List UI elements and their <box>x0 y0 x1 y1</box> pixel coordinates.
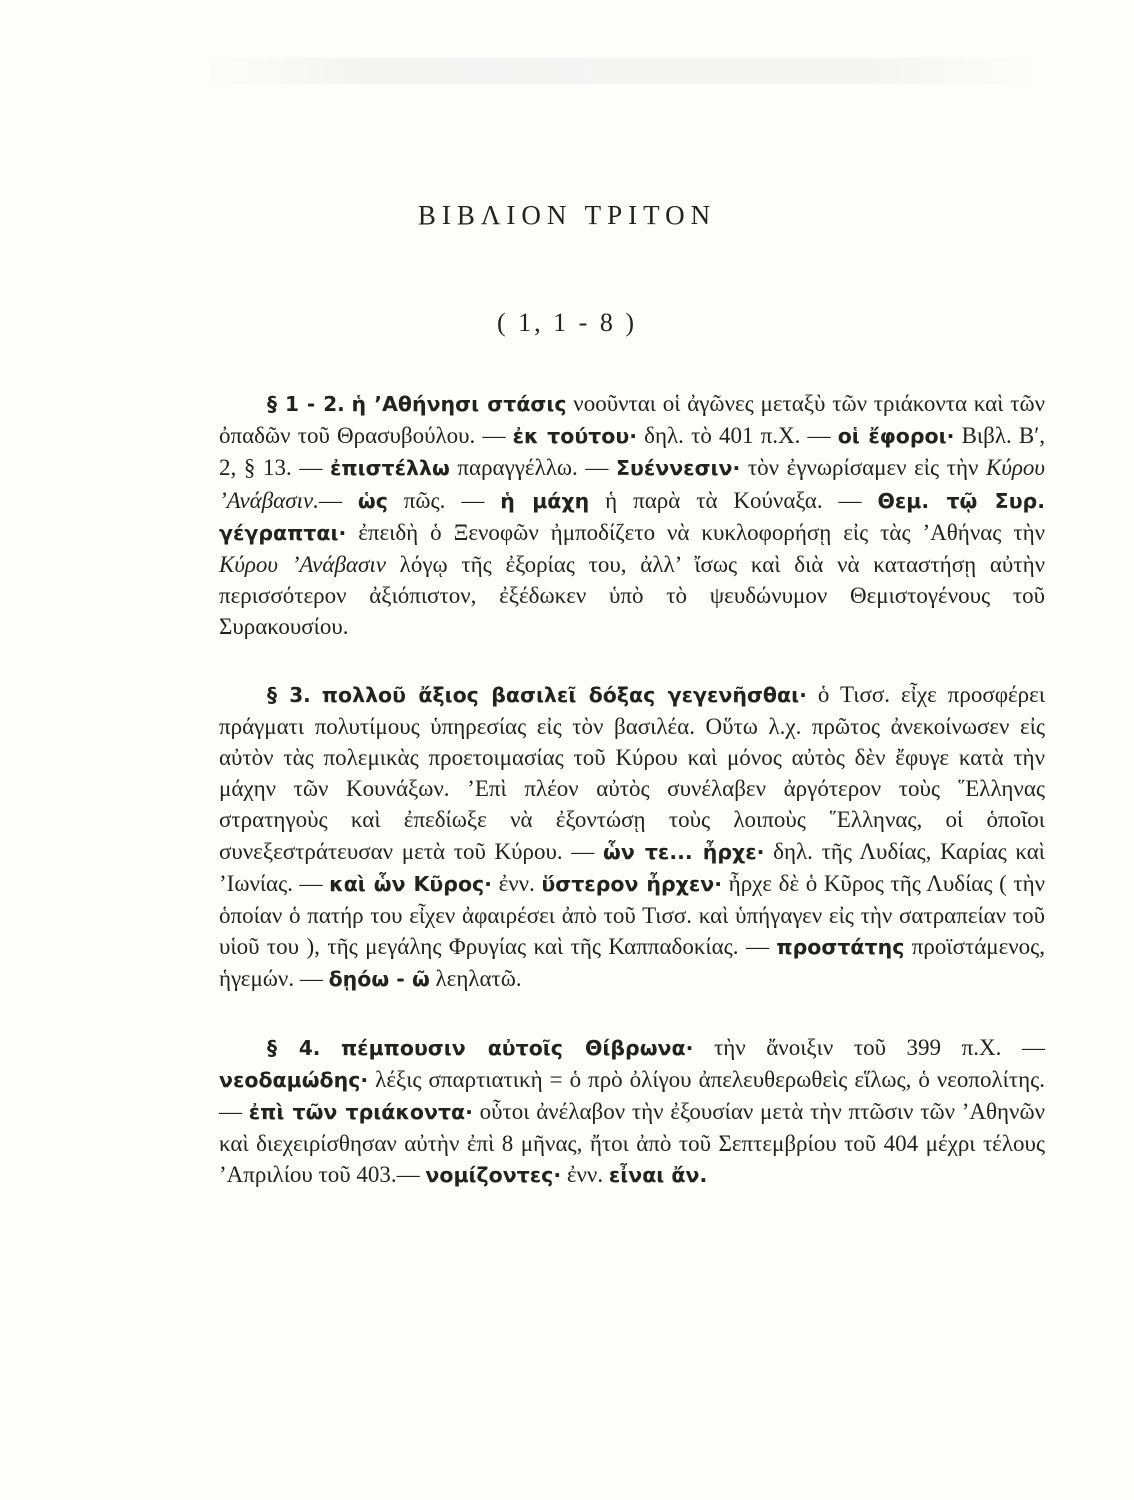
commentary-text: ὁ Τισσ. εἶχε προσφέρει πράγματι πολυτίμους ὑπηρεσίας εἰς τὸν βασιλέα. Οὕτω λ.χ. πρῶτος ἀνεκοίνωσεν εἰς αὐτὸν τὰς πολεμικὰς προετοιμασίας τοῦ Κύρου καὶ μόνος αὐτὸς δὲν ἔφυγε κατὰ τὴν μάχην τῶν Κουνάξων. ’Επὶ πλέον αὐτὸς συνέλαβεν ἀργότερον τοὺς ῞Ελληνας στρατηγοὺς καὶ ἐπεδίωξε νὰ ἐξοντώσῃ τοὺς λοιποὺς ῞Ελληνας, οἱ ὁποῖοι συνεξεστράτευσαν μετὰ τοῦ Κύρου. — <box>219 681 1046 864</box>
lemma-term: πέμπουσιν αὐτοῖς Θίβρωνα· <box>340 1035 694 1060</box>
book-title: ΒΙΒΛΙΟΝ ΤΡΙΤΟΝ <box>417 200 717 230</box>
commentary-text <box>320 1035 341 1060</box>
commentary-text: νοοῦνται οἱ ἀγῶνες μεταξὺ τῶν τριάκοντα καὶ τῶν ὀπαδῶν τοῦ Θρασυβούλου. — <box>219 391 1045 449</box>
lemma-term: εἶναι ἄν. <box>608 1163 708 1188</box>
italic-citation: Κύρου ’Ανάβασιν. <box>219 455 1045 513</box>
lemma-term: δῃόω - ῶ <box>328 967 430 992</box>
commentary-text: παραγγέλλω. — <box>449 455 616 481</box>
commentary-text: ἡ παρὰ τὰ Κούναξα. — <box>589 487 878 513</box>
section-number: § 1 - 2. <box>267 392 345 416</box>
commentary-text: δηλ. τὸ 401 π.Χ. — <box>636 423 838 449</box>
commentary-text: — <box>318 487 358 513</box>
commentary-text: ἦρχε δὲ ὁ Κῦρος τῆς Λυδίας ( τὴν ὁποίαν ὁ πατήρ του εἶχεν ἀφαιρέσει ἀπὸ τοῦ Τισσ. καὶ ὑπήγαγεν εἰς τὴν σατραπείαν τοῦ υἱοῦ του ), τῆς μεγάλης Φρυγίας καὶ τῆς Καππαδοκίας. — <box>219 870 1045 960</box>
commentary-text: δηλ. τῆς Λυδίας, Καρίας καὶ ’Ιωνίας. — <box>219 838 1045 896</box>
commentary-text <box>345 391 352 416</box>
commentary-text: λόγῳ τῆς ἐξορίας του, ἀλλ’ ἴσως καὶ διὰ νὰ καταστήσῃ αὐτὴν περισσότερον ἀξιόπιστον, ἐξέδωκεν ὑπὸ τὸ ψευδώνυμον Θεμιστογένους τοῦ Συρακουσίου. <box>219 552 1045 640</box>
commentary-text: ἐπειδὴ ὁ Ξενοφῶν ἠμποδίζετο νὰ κυκλοφορήσῃ εἰς τὰς ’Αθήνας τὴν <box>346 519 1045 545</box>
lemma-term: ἐπιστέλλω <box>329 456 450 481</box>
lemma-term: ὕστερον ἦρχεν· <box>541 871 723 896</box>
commentary-body <box>219 368 1045 1192</box>
lemma-term: πολλοῦ ἄξιος βασιλεῖ δόξας γεγενῆσθαι· <box>321 682 807 707</box>
lemma-term: καὶ ὧν Κῦρος· <box>329 871 492 896</box>
commentary-text: λέξις σπαρτιατικὴ = ὁ πρὸ ὀλίγου ἀπελευθερωθεὶς εἵλως, ὁ νεοπολίτης.— <box>219 1066 1045 1125</box>
lemma-term: ἐκ τούτου· <box>512 424 637 449</box>
lemma-term: Συέννεσιν· <box>616 456 741 481</box>
lemma-term: νεοδαμώδης· <box>219 1067 369 1092</box>
commentary-text: οὗτοι ἀνέλαβον τὴν ἐξουσίαν μετὰ τὴν πτῶσιν τῶν ’Αθηνῶν καὶ διεχειρίσθησαν αὐτὴν ἐπὶ 8 μῆνας, ἤτοι ἀπὸ τοῦ Σεπτεμβρίου τοῦ 404 μέχρι τέλους ’Απριλίου τοῦ 403.— <box>219 1099 1045 1188</box>
commentary-text: Βιβλ. Β′, 2, § 13. — <box>219 423 1046 481</box>
lemma-term: ἡ ’Αθήνησι στάσις <box>351 392 567 416</box>
italic-citation: Κύρου ’Ανάβασιν <box>219 552 386 578</box>
commentary-text <box>311 682 322 707</box>
commentary-text: ἐνν. <box>561 1162 609 1188</box>
commentary-text: πῶς. — <box>387 487 501 513</box>
lemma-term: ἐπὶ τῶν τριάκοντα· <box>248 1100 473 1125</box>
paragraph-1 <box>219 388 1045 643</box>
lemma-term: ὧν τε... ἦρχε· <box>603 839 765 864</box>
lemma-term: νομίζοντες· <box>425 1163 562 1188</box>
lemma-term: ἡ μάχη <box>500 488 590 513</box>
lemma-term: Θεμ. τῷ Συρ. γέγραπται· <box>219 488 1045 545</box>
paragraph-2 <box>219 679 1045 996</box>
paragraph-3 <box>219 1032 1045 1192</box>
commentary-text: προϊστάμενος, ἡγεμών. — <box>219 934 1046 992</box>
chapter-range: ( 1, 1 - 8 ) <box>497 308 637 337</box>
commentary-text: τὴν ἄνοιξιν τοῦ 399 π.Χ. — <box>693 1034 1045 1060</box>
section-number: § 4. <box>267 1035 321 1060</box>
commentary-text: ἐνν. <box>491 870 542 896</box>
lemma-term: προστάτης <box>776 935 905 960</box>
bleed-through-header <box>200 58 1040 84</box>
section-number: § 3. <box>267 682 311 707</box>
commentary-text: τὸν ἐγνωρίσαμεν εἰς τὴν <box>740 455 986 481</box>
lemma-term: ὡς <box>357 488 388 513</box>
lemma-term: οἱ ἔφοροι· <box>837 424 955 449</box>
commentary-text: λεηλατῶ. <box>429 966 522 992</box>
